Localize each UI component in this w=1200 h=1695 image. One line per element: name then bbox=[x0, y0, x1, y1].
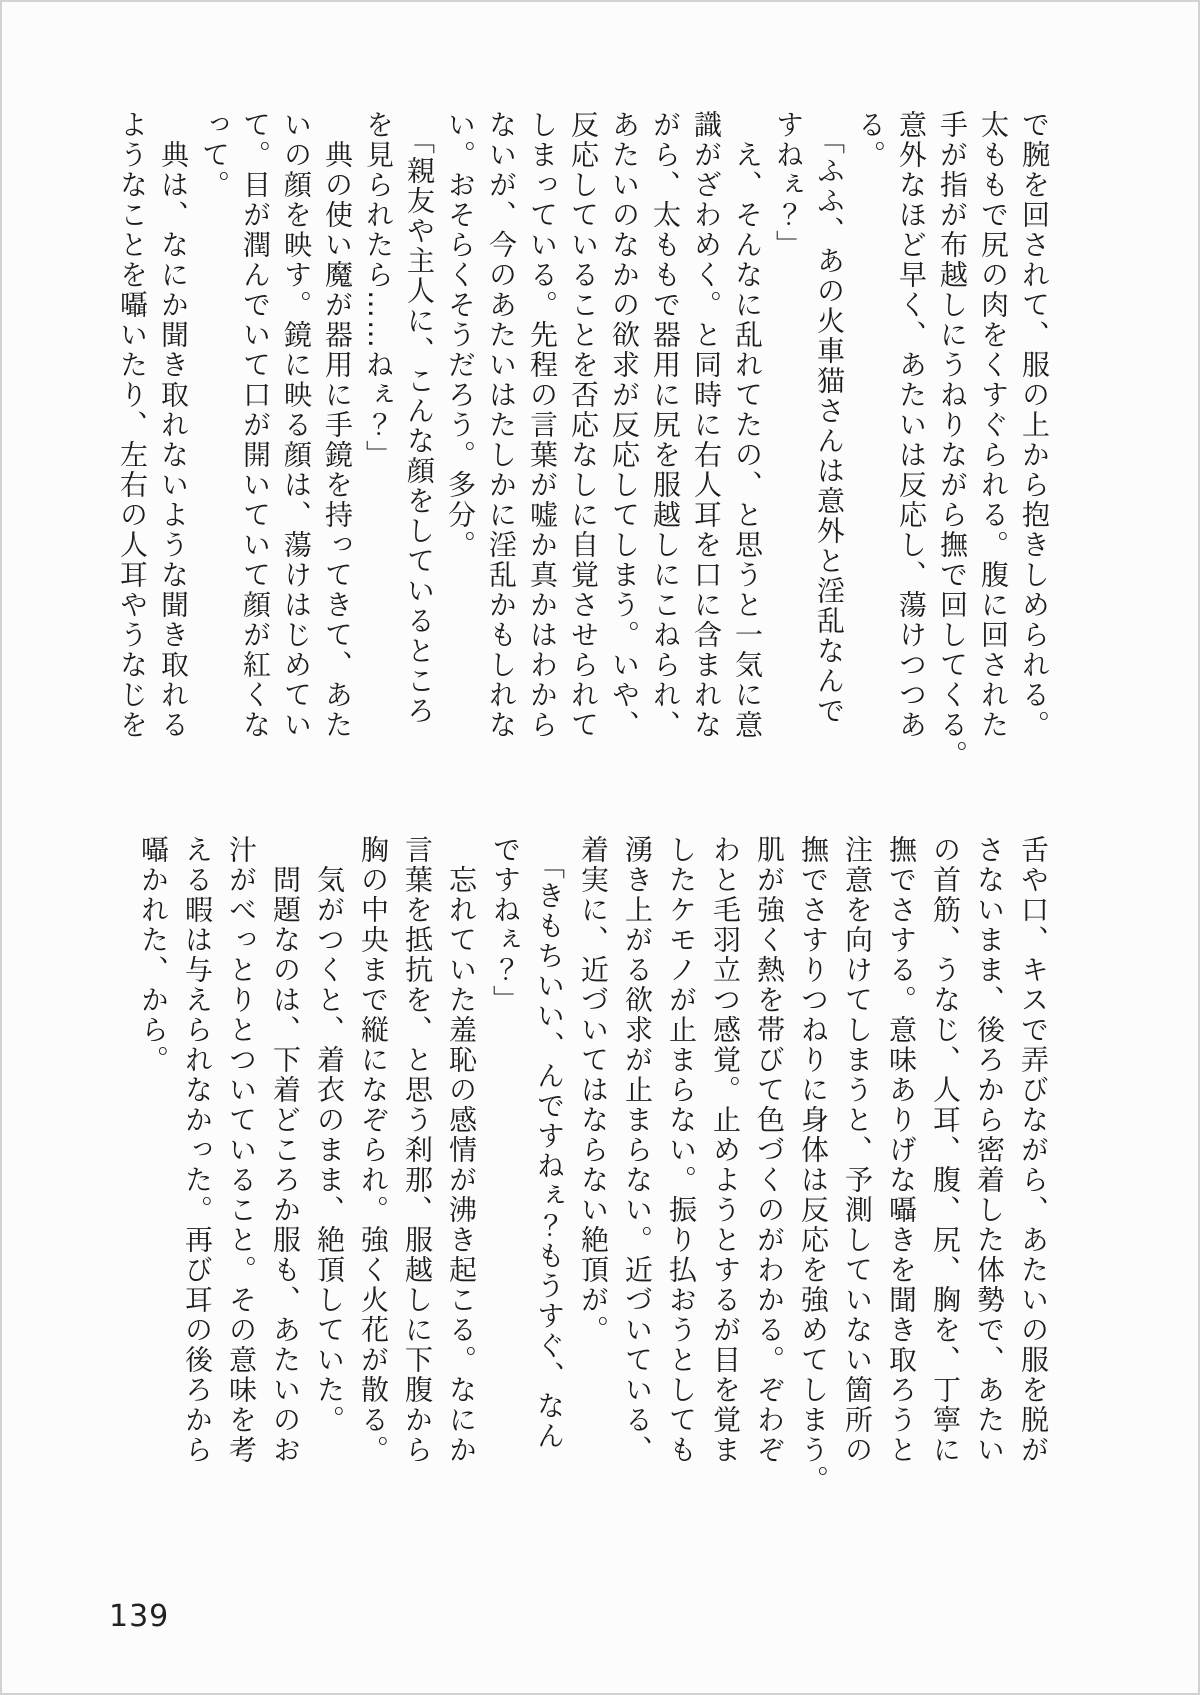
text-column: 言葉を抵抗を、と思う刹那、服越しに下腹から bbox=[401, 835, 434, 1465]
text-column: え、そんなに乱れてたの、と思うと一気に意 bbox=[731, 110, 764, 740]
text-column: さないまま、後ろから密着した体勢で、あたい bbox=[973, 835, 1006, 1465]
text-column: 識がざわめく。と同時に右人耳を口に含まれな bbox=[690, 110, 723, 740]
text-column: 典は、なにか聞き取れないような聞き取れる bbox=[157, 110, 190, 740]
text-column: える暇は与えられなかった。再び耳の後ろから bbox=[181, 835, 214, 1465]
text-column: 問題なのは、下着どころか服も、あたいのお bbox=[269, 835, 302, 1465]
text-column: がら、太ももで器用に尻を服越しにこねられ、 bbox=[649, 110, 682, 740]
text-column: ようなことを囁いたり、左右の人耳やうなじを bbox=[116, 110, 149, 740]
text-column: って。 bbox=[198, 110, 231, 200]
text-column: 太ももで尻の肉をくすぐられる。腹に回された bbox=[977, 110, 1010, 740]
text-column: すねぇ？」 bbox=[772, 110, 805, 260]
text-column: 撫でさする。意味ありげな囁きを聞き取ろうと bbox=[885, 835, 918, 1465]
text-column: 汁がべっとりとついていること。その意味を考 bbox=[225, 835, 258, 1465]
text-column: 舌や口、キスで弄びながら、あたいの服を脱が bbox=[1017, 835, 1050, 1465]
text-column: を見られたら……ねぇ？」 bbox=[362, 110, 395, 470]
text-column: 手が指が布越しにうねりながら撫で回してくる。 bbox=[936, 110, 969, 770]
text-column: 典の使い魔が器用に手鏡を持ってきて、あた bbox=[321, 110, 354, 740]
text-column: て。目が潤んでいて口が開いていて顔が紅くな bbox=[239, 110, 272, 740]
text-column: あたいのなかの欲求が反応してしまう。いや、 bbox=[608, 110, 641, 740]
text-column: 肌が強く熱を帯びて色づくのがわかる。ぞわぞ bbox=[753, 835, 786, 1465]
text-column: で腕を回されて、服の上から抱きしめられる。 bbox=[1018, 110, 1051, 740]
top-text-block bbox=[112, 110, 1055, 770]
text-column: ですねぇ？」 bbox=[489, 835, 522, 1015]
text-column: 「ふふ、あの火車猫さんは意外と淫乱なんで bbox=[813, 110, 846, 726]
text-column: いの顔を映す。鏡に映る顔は、蕩けはじめてい bbox=[280, 110, 313, 740]
text-column: ないが、今のあたいはたしかに淫乱かもしれな bbox=[485, 110, 518, 740]
text-column: 着実に、近づいてはならない絶頂が。 bbox=[577, 835, 610, 1345]
text-column: い。おそらくそうだろう。多分。 bbox=[444, 110, 477, 560]
text-column: 胸の中央まで縦になぞられ。強く火花が散る。 bbox=[357, 835, 390, 1465]
text-column: 囁かれた、から。 bbox=[137, 835, 170, 1075]
text-column: 「きもちいい、んですねぇ？もうすぐ、なん bbox=[533, 835, 566, 1451]
text-column: の首筋、うなじ、人耳、腹、尻、胸を、丁寧に bbox=[929, 835, 962, 1465]
text-column: したケモノが止まらない。振り払おうとしても bbox=[665, 835, 698, 1465]
text-column: 注意を向けてしまうと、予測していない箇所の bbox=[841, 835, 874, 1465]
text-column: 反応していることを否応なしに自覚させられて bbox=[567, 110, 600, 740]
text-column: 「親友や主人に、こんな顔をしているところ bbox=[403, 110, 436, 726]
text-column: る。 bbox=[854, 110, 887, 170]
text-column: 気がつくと、着衣のまま、絶頂していた。 bbox=[313, 835, 346, 1435]
bottom-text-block bbox=[131, 835, 1055, 1495]
text-column: 意外なほど早く、あたいは反応し、蕩けつつあ bbox=[895, 110, 928, 740]
text-column: わと毛羽立つ感覚。止めようとするが目を覚ま bbox=[709, 835, 742, 1465]
text-column: しまっている。先程の言葉が嘘か真かはわから bbox=[526, 110, 559, 740]
text-column: 湧き上がる欲求が止まらない。近づいている、 bbox=[621, 835, 654, 1465]
text-column: 忘れていた羞恥の感情が沸き起こる。なにか bbox=[445, 835, 478, 1465]
text-column: 撫でさすりつねりに身体は反応を強めてしまう。 bbox=[797, 835, 830, 1495]
page-number: 139 bbox=[109, 1599, 170, 1634]
